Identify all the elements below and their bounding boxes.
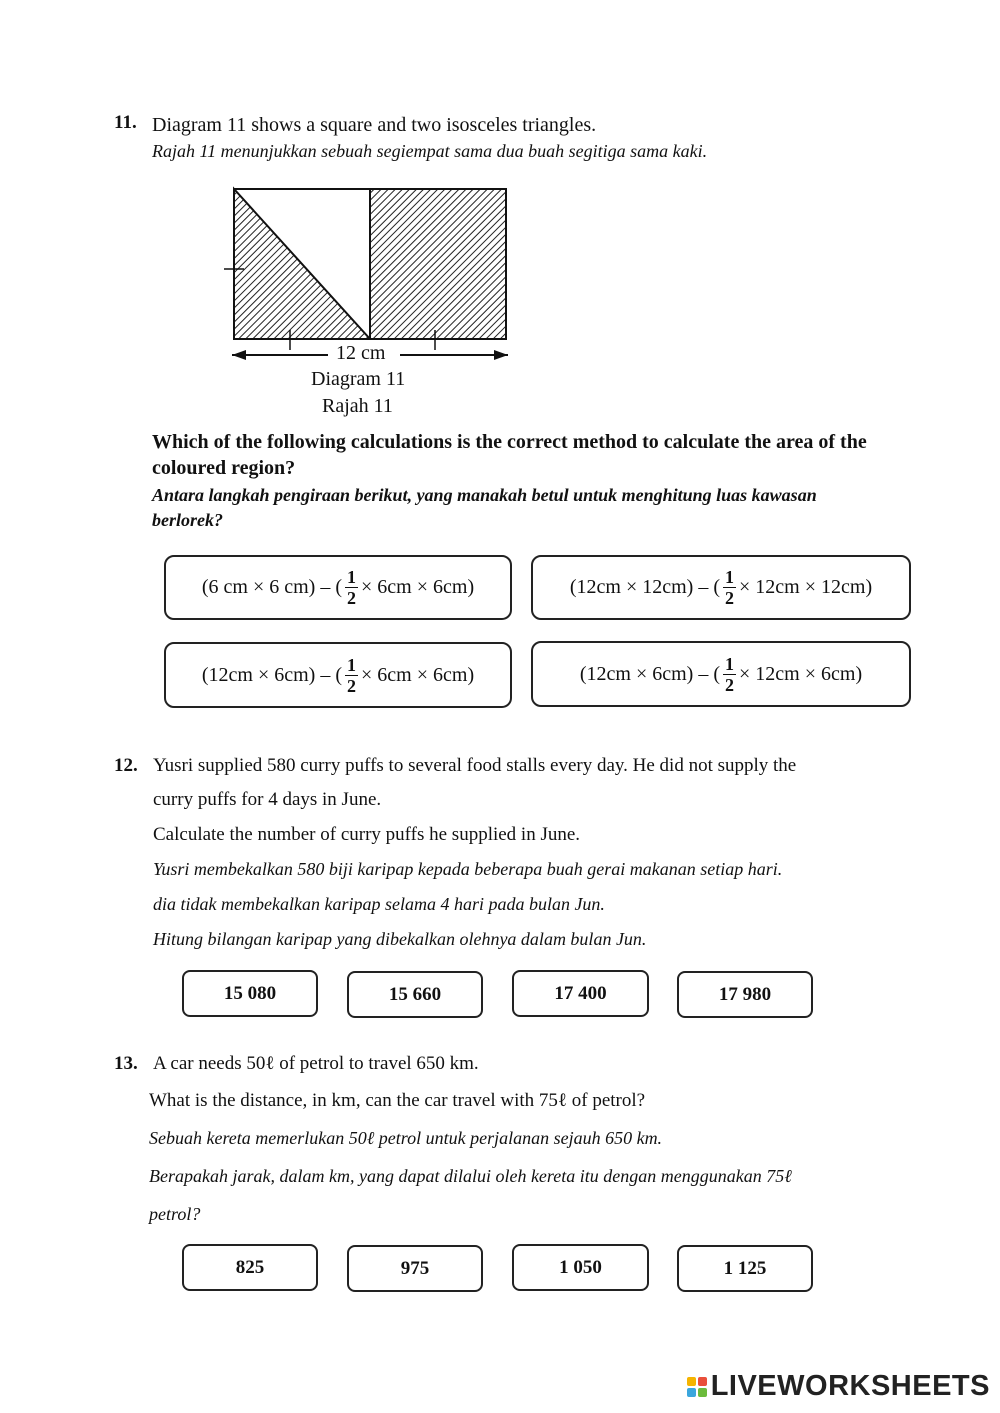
q13-ms2: Berapakah jarak, dalam km, yang dapat dilalui oleh kereta itu dengan menggunakan 75ℓ bbox=[149, 1166, 792, 1186]
q13-line2: What is the distance, in km, can the car travel with 75ℓ of petrol? bbox=[149, 1090, 646, 1111]
diagram-11 bbox=[220, 180, 520, 360]
q12-option-a[interactable]: 15 080 bbox=[182, 970, 318, 1017]
q13-option-c[interactable]: 1 050 bbox=[512, 1244, 649, 1291]
q11-option-c[interactable]: (12cm × 6cm) – ( $\frac{1}{2}$ × 6cm × 6cm) bbox=[164, 642, 512, 708]
q11-option-a[interactable]: (6 cm × 6 cm) – ( $\frac{1}{2}$ × 6cm × 6cm) bbox=[164, 555, 512, 620]
brand-name: LIVEWORKSHEETS bbox=[710, 1370, 990, 1402]
q12-line2: curry puffs for 4 days in June. bbox=[153, 789, 382, 810]
q13-option-b[interactable]: 975 bbox=[347, 1245, 483, 1292]
q11-option-b[interactable]: (12cm × 12cm) – ( $\frac{1}{2}$ × 12cm × 12cm) bbox=[531, 555, 911, 620]
fraction: $\frac{1}{2}$ bbox=[347, 654, 357, 696]
q11-question-ms-1: Antara langkah pengiraan berikut, yang manakah betul untuk menghitung luas kawasan bbox=[152, 485, 817, 505]
fraction: $\frac{1}{2}$ bbox=[347, 567, 357, 608]
q13-ms1: Sebuah kereta memerlukan 50ℓ petrol untuk perjalanan sejauh 650 km. bbox=[149, 1128, 663, 1148]
q13-line1: A car needs 50ℓ of petrol to travel 650 km. bbox=[153, 1053, 479, 1074]
q11-question-ms-2: berlorek? bbox=[152, 510, 223, 530]
q12-line3: Calculate the number of curry puffs he supplied in June. bbox=[153, 824, 581, 845]
q11-text-en: Diagram 11 shows a square and two isosceles triangles. bbox=[152, 114, 597, 136]
q12-line1: Yusri supplied 580 curry puffs to several food stalls every day. He did not supply the bbox=[153, 755, 797, 776]
q13-option-d[interactable]: 1 125 bbox=[677, 1245, 813, 1292]
diagram-dimension: 12 cm bbox=[336, 342, 386, 364]
q12-option-b[interactable]: 15 660 bbox=[347, 971, 483, 1018]
q12-option-c[interactable]: 17 400 bbox=[512, 970, 649, 1017]
liveworksheets-logo bbox=[687, 1370, 990, 1403]
q12-ms2: dia tidak membekalkan karipap selama 4 hari pada bulan Jun. bbox=[153, 894, 605, 914]
q11-question-en-2: coloured region? bbox=[152, 457, 296, 479]
q11-text-ms: Rajah 11 menunjukkan sebuah segiempat sama dua buah segitiga sama kaki. bbox=[152, 141, 708, 161]
fraction: $\frac{1}{2}$ bbox=[725, 653, 735, 695]
q12-ms3: Hitung bilangan karipap yang dibekalkan olehnya dalam bulan Jun. bbox=[153, 929, 647, 949]
q13-option-a[interactable]: 825 bbox=[182, 1244, 318, 1291]
q12-number: 12. bbox=[114, 755, 138, 776]
shaded-square bbox=[370, 189, 506, 339]
q13-ms3: petrol? bbox=[149, 1204, 201, 1224]
logo-grid-icon bbox=[687, 1377, 707, 1397]
q12-ms1: Yusri membekalkan 580 biji karipap kepada beberapa buah gerai makanan setiap hari. bbox=[153, 859, 783, 879]
q11-option-d[interactable]: (12cm × 6cm) – ( $\frac{1}{2}$ × 12cm × 6cm) bbox=[531, 641, 911, 707]
q11-question-en-1: Which of the following calculations is the correct method to calculate the area of the bbox=[152, 431, 867, 453]
diagram-caption-en: Diagram 11 bbox=[311, 368, 406, 390]
fraction: $\frac{1}{2}$ bbox=[725, 567, 735, 608]
q13-number: 13. bbox=[114, 1053, 138, 1074]
diagram-caption-ms: Rajah 11 bbox=[322, 395, 393, 417]
q11-number: 11. bbox=[114, 112, 137, 133]
q12-option-d[interactable]: 17 980 bbox=[677, 971, 813, 1018]
